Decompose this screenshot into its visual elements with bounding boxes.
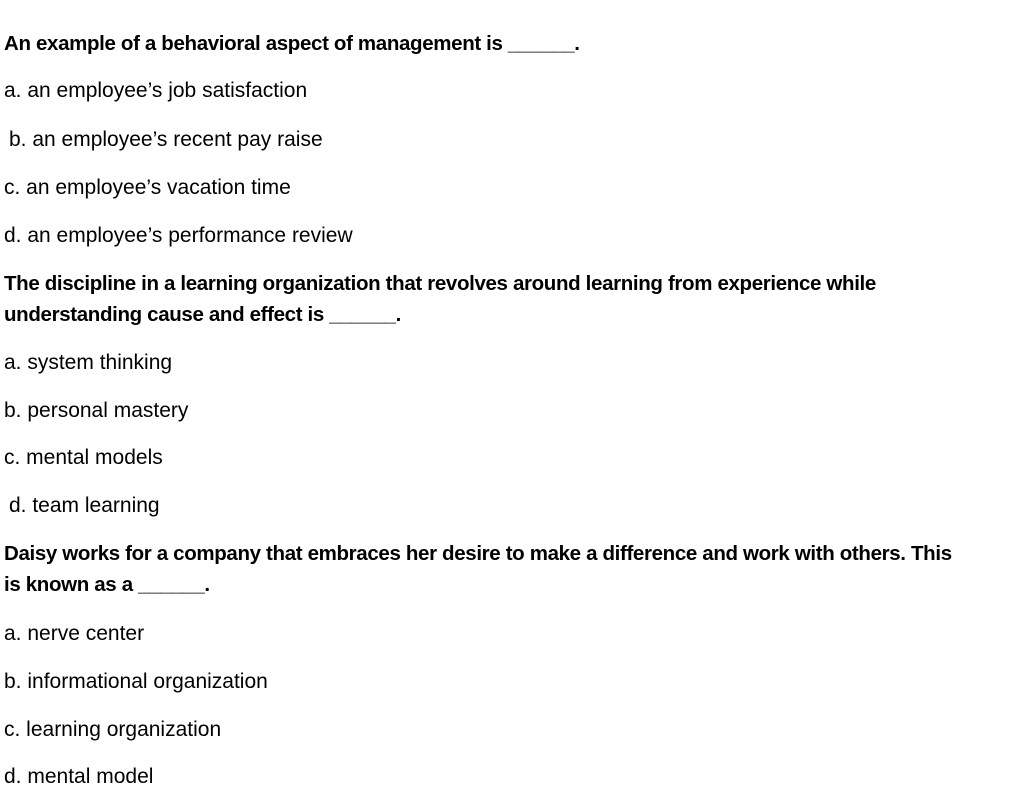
question-1-prompt: An example of a behavioral aspect of management is ______. [4,32,580,55]
question-2-option-b: b. personal mastery [4,399,189,422]
question-2-option-d: d. team learning [9,494,160,517]
question-3-option-d: d. mental model [4,765,154,788]
question-3-option-c: c. learning organization [4,718,222,741]
question-2-prompt: The discipline in a learning organization that revolves around learning from experience while [4,272,876,295]
question-3-prompt-line2: is known as a ______. [4,573,210,596]
question-3-option-a: a. nerve center [4,622,145,645]
question-1-option-a: a. an employee’s job satisfaction [4,79,308,102]
question-1-option-d: d. an employee’s performance review [4,224,353,247]
question-2-prompt-line2: understanding cause and effect is ______. [4,303,401,326]
question-2-option-c: c. mental models [4,446,163,469]
question-2-option-a: a. system thinking [4,351,173,374]
question-3-prompt: Daisy works for a company that embraces her desire to make a difference and work with others. This [4,542,952,565]
question-3-option-b: b. informational organization [4,670,268,693]
question-1-option-b: b. an employee’s recent pay raise [9,128,323,151]
question-1-option-c: c. an employee’s vacation time [4,176,291,199]
